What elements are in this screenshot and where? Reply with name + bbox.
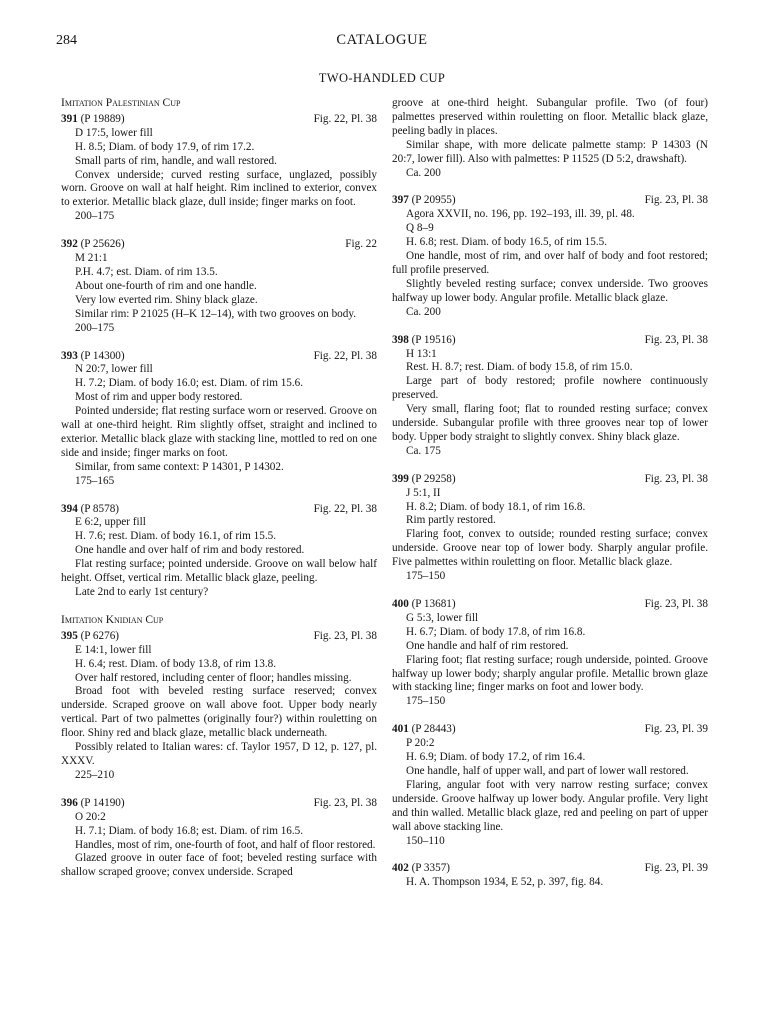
dimensions: H. 8.2; Diam. of body 18.1, of rim 16.8.: [406, 500, 586, 513]
dimensions: H. 6.8; rest. Diam. of body 16.5, of rim 15.5.: [406, 236, 608, 249]
inventory-number: (P 29258): [411, 472, 456, 485]
deposit: P 20:2: [406, 737, 435, 750]
comparanda: Similar, from same context: P 14301, P 14302.: [75, 460, 284, 473]
dimensions: H. 8.5; Diam. of body 17.9, of rim 17.2.: [75, 140, 255, 153]
catalogue-entry-395: [61, 630, 377, 783]
deposit: E 14:1, lower fill: [75, 643, 152, 656]
date-note: Late 2nd to early 1st century?: [75, 586, 209, 598]
figure-reference: Fig. 23, Pl. 39: [644, 862, 708, 875]
deposit: G 5:3, lower fill: [406, 611, 479, 624]
description: Glazed groove in outer face of foot; beveled resting surface with shallow scraped groove; convex underside. Scraped: [61, 852, 377, 879]
preservation: One handle and half of rim restored.: [406, 639, 569, 652]
preservation: About one-fourth of rim and one handle.: [75, 279, 257, 292]
entry-header: [61, 238, 377, 252]
entry-header: [392, 598, 708, 612]
date: 175–150: [406, 570, 446, 583]
page-number: 284: [56, 33, 77, 48]
entry-number: 398: [392, 333, 409, 346]
figure-reference: Fig. 23, Pl. 38: [644, 472, 708, 485]
inventory-number: (P 6276): [80, 629, 120, 642]
description: Flat resting surface; pointed underside. Groove on wall below half height. Offset, vertical rim. Metallic black glaze, peeling.: [61, 558, 377, 585]
inventory-number: (P 13681): [411, 598, 456, 610]
catalogue-entry-393: [61, 350, 377, 489]
date: Ca. 200: [406, 305, 441, 318]
date: 225–210: [75, 768, 115, 781]
section-title: TWO-HANDLED CUP: [318, 71, 446, 85]
catalogue-entry-394: [61, 503, 377, 600]
date: 175–165: [75, 474, 115, 487]
entry-header: [392, 723, 708, 737]
dimensions: H. 7.6; rest. Diam. of body 16.1, of rim 15.5.: [75, 530, 277, 543]
date: 200–175: [75, 210, 115, 223]
figure-reference: Fig. 22, Pl. 38: [313, 112, 377, 125]
dimensions: H. 7.2; Diam. of body 16.0; est. Diam. of rim 15.6.: [75, 377, 304, 390]
description: Flaring foot, convex to outside; rounded resting surface; convex underside. Groove near top of lower body. Sharply angular profile. Five palmettes within rouletting on floor. Metallic black glaze.: [392, 528, 708, 569]
preservation: Over half restored, including center of floor; handles missing.: [75, 671, 352, 684]
deposit: D 17:5, lower fill: [75, 126, 153, 139]
dimensions: H. 6.9; Diam. of body 17.2, of rim 16.4.: [406, 751, 586, 764]
catalogue-entry-396: [61, 797, 377, 880]
deposit: N 20:7, lower fill: [75, 363, 153, 376]
page-header: [56, 34, 708, 54]
figure-reference: Fig. 23, Pl. 38: [313, 629, 377, 642]
entry-number: 392: [61, 238, 78, 251]
dimensions: H. 7.1; Diam. of body 16.8; est. Diam. of rim 16.5.: [75, 824, 304, 837]
catalogue-entry-400: [392, 598, 708, 709]
description: Broad foot with beveled resting surface reserved; convex underside. Scraped groove on wall above foot. Upper body nearly vertical. Part of two palmettes (originally four?) within rouletting on floor. Shiny red and black glaze, metallic black underneath.: [61, 685, 377, 740]
figure-reference: Fig. 22, Pl. 38: [313, 349, 377, 362]
description: Flaring, angular foot with very narrow resting surface; convex underside. Groove halfway up lower body. Angular profile. Very light and thin walled. Metallic black glaze, red and peeling on part of upper wall above stacking line.: [392, 778, 708, 833]
entry-header: [392, 334, 708, 348]
inventory-number: (P 28443): [411, 723, 456, 736]
preservation: One handle and over half of rim and body restored.: [75, 544, 305, 557]
deposit: J 5:1, II: [406, 486, 441, 499]
inventory-number: (P 8578): [80, 502, 120, 515]
dimensions: P.H. 4.7; est. Diam. of rim 13.5.: [75, 265, 218, 278]
inventory-number: (P 19516): [411, 333, 456, 346]
figure-reference: Fig. 22: [345, 238, 377, 251]
description: Pointed underside; flat resting surface worn or reserved. Groove on wall at one-third height. Rim slightly offset, straight and inclined to exterior. Metallic black glaze with stacking line, mottled to red on one side and inside; finger marks on foot.: [61, 405, 377, 459]
right-column: [392, 97, 708, 904]
inventory-number: (P 14300): [80, 349, 125, 362]
preservation: One handle, most of rim, and over half of body and foot restored; full profile preserved.: [392, 250, 708, 276]
dimensions: H. 6.7; Diam. of body 17.8, of rim 16.8.: [406, 625, 586, 638]
preservation: Small parts of rim, handle, and wall restored.: [75, 154, 277, 167]
deposit: O 20:2: [75, 810, 106, 823]
figure-reference: Fig. 23, Pl. 38: [313, 796, 377, 809]
date: Ca. 175: [406, 444, 441, 457]
comparanda: Possibly related to Italian wares: cf. Taylor 1957, D 12, p. 127, pl. XXXV.: [61, 741, 377, 767]
description: Very small, flaring foot; flat to rounded resting surface; convex underside. Subangular profile with three grooves near top of lower body. Upper body straight to slightly convex. Shiny black glaze.: [392, 403, 708, 443]
catalogue-entry-399: [392, 473, 708, 584]
preservation: Rim partly restored.: [406, 514, 496, 527]
bibliography: H. A. Thompson 1934, E 52, p. 397, fig. 84.: [406, 876, 604, 889]
deposit: Q 8–9: [406, 222, 434, 235]
entry-number: 393: [61, 349, 78, 362]
entry-number: 402: [392, 862, 409, 875]
catalogue-entry-398: [392, 334, 708, 459]
description-continued: groove at one-third height. Subangular profile. Two (of four) palmettes preserved within rouletting on floor. Metallic black glaze, peeling badly in places.: [392, 97, 708, 137]
entry-number: 391: [61, 112, 78, 125]
catalogue-entry-391: [61, 113, 377, 224]
description: Very low everted rim. Shiny black glaze.: [75, 293, 258, 306]
entry-header: [61, 630, 377, 644]
entry-header: [61, 503, 377, 517]
entry-header: [392, 194, 708, 208]
bibliography: Agora XXVII, no. 196, pp. 192–193, ill. 39, pl. 48.: [406, 208, 635, 221]
entry-number: 401: [392, 723, 409, 736]
entry-number: 397: [392, 194, 409, 207]
catalogue-entry-392: [61, 238, 377, 335]
entry-header: [392, 473, 708, 487]
inventory-number: (P 14190): [80, 796, 125, 809]
date: Ca. 200: [406, 166, 441, 179]
deposit: E 6:2, upper fill: [75, 516, 146, 529]
deposit: M 21:1: [75, 252, 108, 265]
catalogue-entry-396-continued: [392, 97, 708, 180]
preservation: Most of rim and upper body restored.: [75, 391, 243, 404]
entry-header: [61, 350, 377, 364]
deposit: H 13:1: [406, 347, 437, 360]
figure-reference: Fig. 22, Pl. 38: [313, 502, 377, 515]
catalogue-entry-397: [392, 194, 708, 319]
dimensions: Rest. H. 8.7; rest. Diam. of body 15.8, of rim 15.0.: [406, 361, 633, 374]
left-column: [61, 97, 377, 894]
figure-reference: Fig. 23, Pl. 39: [644, 723, 708, 736]
entry-header: [61, 797, 377, 811]
comparanda: Similar shape, with more delicate palmette stamp: P 14303 (N 20:7, lower fill). Also with palmettes: P 11525 (D 5:2, drawshaft).: [392, 138, 708, 165]
preservation: One handle, half of upper wall, and part of lower wall restored.: [406, 764, 689, 777]
inventory-number: (P 20955): [411, 194, 456, 207]
description: Slightly beveled resting surface; convex underside. Two grooves halfway up lower body. Angular profile. Metallic black glaze.: [392, 277, 708, 304]
figure-reference: Fig. 23, Pl. 38: [644, 598, 708, 610]
preservation: Handles, most of rim, one-fourth of foot, and half of floor restored.: [75, 838, 376, 851]
subheading: Imitation Palestinian Cup: [61, 97, 181, 109]
inventory-number: (P 25626): [80, 238, 125, 251]
catalogue-entry-402: [392, 862, 708, 890]
comparanda: Similar rim: P 21025 (H–K 12–14), with two grooves on body.: [75, 307, 357, 320]
inventory-number: (P 19889): [80, 112, 125, 125]
entry-header: [61, 113, 377, 127]
entry-number: 396: [61, 796, 78, 809]
description: Flaring foot; flat resting surface; rough underside, pointed. Groove halfway up lower body; sharply angular profile. Metallic brown glaze with stacking line; finger marks on foot and lower body.: [392, 653, 708, 694]
entry-number: 394: [61, 502, 78, 515]
subheading: Imitation Knidian Cup: [61, 613, 164, 626]
preservation: Large part of body restored; profile nowhere continuously preserved.: [392, 375, 708, 402]
entry-number: 399: [392, 472, 409, 485]
catalogue-entry-401: [392, 723, 708, 848]
date: 200–175: [75, 321, 115, 334]
entry-number: 400: [392, 598, 409, 610]
running-title: CATALOGUE: [336, 32, 428, 48]
date: 150–110: [406, 834, 445, 847]
inventory-number: (P 3357): [411, 862, 451, 875]
entry-header: [392, 862, 708, 876]
date: 175–150: [406, 695, 446, 708]
figure-reference: Fig. 23, Pl. 38: [644, 333, 708, 346]
entry-number: 395: [61, 629, 78, 642]
dimensions: H. 6.4; rest. Diam. of body 13.8, of rim 13.8.: [75, 657, 277, 670]
figure-reference: Fig. 23, Pl. 38: [644, 194, 708, 207]
description: Convex underside; curved resting surface, unglazed, possibly worn. Groove on wall at half height. Rim inclined to exterior, convex to exterior. Metallic black glaze, dull inside; finger marks on foot.: [61, 168, 377, 209]
